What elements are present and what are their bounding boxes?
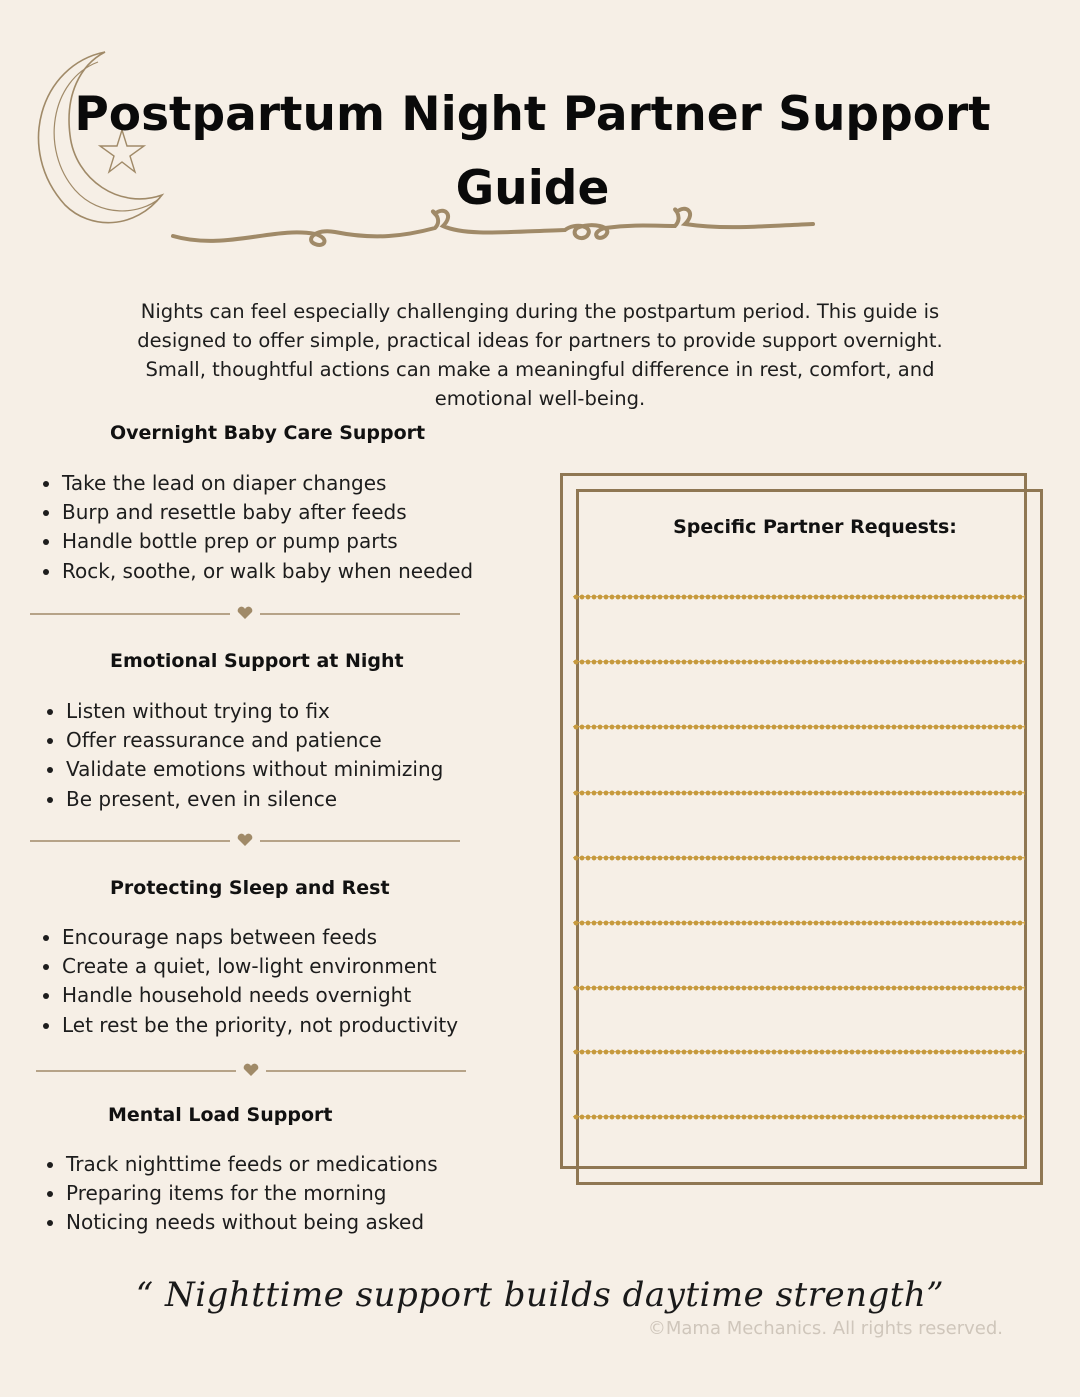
baby-care-list — [36, 469, 473, 586]
writing-line[interactable] — [573, 855, 1025, 861]
section-heading-baby-care: Overnight Baby Care Support — [110, 422, 426, 444]
writing-line[interactable] — [573, 594, 1025, 600]
closing-quote: “ Nighttime support builds daytime strength” — [135, 1275, 945, 1315]
list-item: • Burp and resettle baby after feeds — [62, 498, 473, 527]
list-item: • Offer reassurance and patience — [66, 726, 443, 755]
requests-box-title: Specific Partner Requests: — [673, 516, 957, 538]
list-item: • Take the lead on diaper changes — [62, 469, 473, 498]
list-item: • Validate emotions without minimizing — [66, 755, 443, 784]
heart-divider — [30, 606, 460, 622]
section-heading-emotional-support: Emotional Support at Night — [110, 650, 404, 672]
list-item: • Be present, even in silence — [66, 785, 443, 814]
list-item: • Encourage naps between feeds — [62, 923, 458, 952]
list-item: • Track nighttime feeds or medications — [66, 1150, 438, 1179]
section-heading-sleep-rest: Protecting Sleep and Rest — [110, 877, 390, 899]
writing-line[interactable] — [573, 985, 1025, 991]
list-item: • Preparing items for the morning — [66, 1179, 438, 1208]
intro-paragraph: Nights can feel especially challenging during the postpartum period. This guide is designed to offer simple, practical ideas for partners to provide support overnight. Small, thoughtful actions can make a meaningful difference in rest, comfort, and emotional well-being. — [137, 299, 943, 410]
page-title: Postpartum Night Partner Support Guide — [74, 87, 991, 216]
writing-line[interactable] — [573, 790, 1025, 796]
writing-line[interactable] — [573, 1114, 1025, 1120]
writing-line[interactable] — [573, 659, 1025, 665]
emotional-support-list — [40, 697, 443, 814]
heart-divider — [36, 1063, 466, 1079]
list-item: • Handle household needs overnight — [62, 981, 458, 1010]
list-item: • Rock, soothe, or walk baby when needed — [62, 557, 473, 586]
sleep-rest-list — [36, 923, 458, 1040]
list-item: • Listen without trying to fix — [66, 697, 443, 726]
writing-line[interactable] — [573, 1049, 1025, 1055]
heart-divider — [30, 833, 460, 849]
list-item: • Create a quiet, low-light environment — [62, 952, 458, 981]
section-heading-mental-load: Mental Load Support — [108, 1104, 333, 1126]
copyright-notice: ©Mama Mechanics. All rights reserved. — [647, 1318, 1003, 1339]
writing-line[interactable] — [573, 724, 1025, 730]
list-item: • Let rest be the priority, not productivity — [62, 1011, 458, 1040]
heart-swirl-flourish-icon — [165, 196, 820, 256]
mental-load-list — [40, 1150, 438, 1238]
list-item: • Noticing needs without being asked — [66, 1208, 438, 1237]
writing-line[interactable] — [573, 920, 1025, 926]
list-item: • Handle bottle prep or pump parts — [62, 527, 473, 556]
